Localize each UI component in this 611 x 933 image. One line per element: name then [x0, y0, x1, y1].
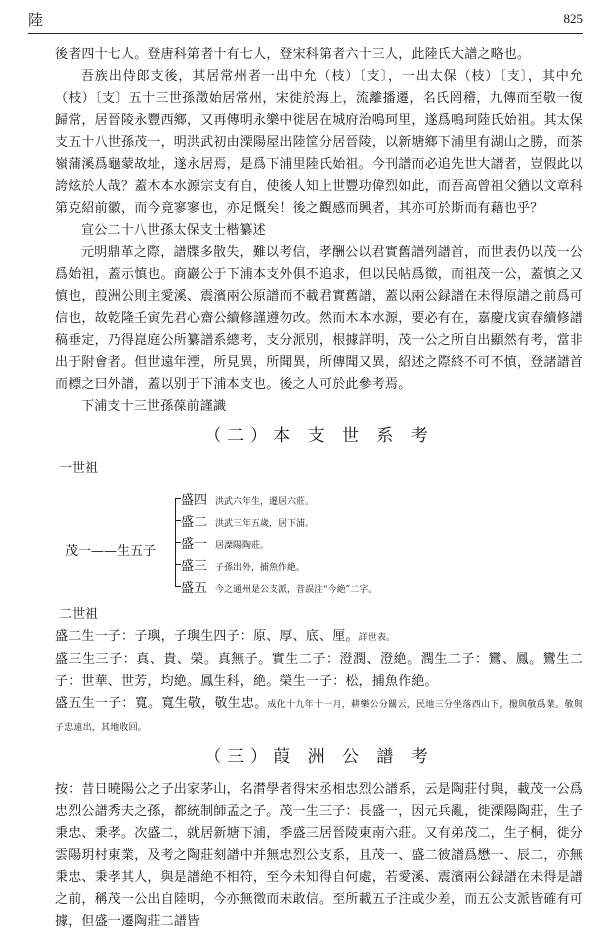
lineage-tree: [55, 480, 583, 604]
paragraph-lineage: 吾族出侍郎支後，其居常州者一出中允（枝）〔支〕，一出太保（枝）〔支〕，其中允（枝）〔支〕五十三世孫澂始居常州，宋徙於海上，流離播遷，名氏罔稽，九傳而至敬一復歸常，居晉陵永豐西鄉，又再傳明永樂中徙居在城府治鳴珂里，遂爲鳴珂陸氏始祖。其太保支五十八世孫茂一，明洪武初由溧陽屋出陸筐分居晉陵，以新塘鄉下浦里有湖山之勝，而茶嶺蒲溪爲龜蒙故址，遂永居焉，是爲下浦里陸氏始祖。今刊譜而必追先世大譜者，豈假此以誇炫於人哉？蓋木本水源宗支有自，使後人知上世豐功偉烈如此，而吾高曾祖父猶以文章科第克紹前徽，而今竟寥寥也，亦足慨矣！後之觀感而興者，其亦可於斯而有藉也乎？: [55, 69, 584, 216]
gen2-line-sheng-san: 盛三生三子：真、貴、榮。真無子。實生二子：澄潤、澄絶。潤生二子：鸞、鳳。鸞生二子：世華、世芳，均絶。鳳生科，絶。榮生一子：松，捕魚作絶。: [55, 652, 583, 689]
tree-son: [181, 490, 377, 512]
paragraph-intro-end: 後者四十七人。登唐科第者十有七人，登宋科第者六十三人，此陸氏大譜之略也。: [55, 47, 531, 62]
page-number: 825: [563, 11, 583, 26]
signature-baoqian: 下浦支十三世孫葆前謹識: [81, 399, 227, 414]
gen1-label: 一世祖: [59, 461, 99, 476]
tree-son: [181, 578, 377, 600]
header-rule: [28, 33, 583, 34]
gen2-line3-note: 成化十九年十一月，耕樂公分關云，民地三分坐落西山下，撥與敬爲業。敬與子忠遠出，其地收回。: [55, 700, 584, 733]
page-header: [28, 0, 583, 34]
gen2-label: 二世祖: [59, 607, 99, 622]
son-note: 居溧陽陶莊。: [215, 541, 270, 551]
tree-branches: [181, 490, 377, 600]
gen2-line-sheng-wu: [55, 693, 583, 739]
paragraph-preface: 元明鼎革之際，譜牒多散失，難以考信，孝酬公以君實舊譜列譜首，而世表仍以茂一公爲始祖，蓋示慎也。商巖公于下浦本支外俱不追求，但以民帖爲徵，而祖茂一公，蓋慎之又慎也，葭洲公則主愛溪、震濱兩公原譜而不載君實舊譜，蓋以兩公録譜在未得原譜之前爲可信也，故乾隆壬寅先君心齋公續修謹遵勿改。然而木本水源，要必有在，嘉慶戊寅春續修譜稿垂定，乃得崑庭公所纂譜系總考，支分派別，根據詳明，茂一公之所自出顯然有考，當非出于附會者。但世遠年湮，所見異，所聞異，所傳聞又異，紹述之際終不可不慎，登諸譜首而標之曰外譜，蓋以别于下浦本支也。後之人可於此參考焉。: [55, 245, 584, 392]
son-note: 洪武三年五歲，居下浦。: [215, 519, 315, 529]
son-note: 今之通州是公支派，昔誤注“今絶”二字。: [215, 585, 378, 595]
section-title-jiazhou: （三）葭 洲 公 譜 考: [204, 747, 434, 767]
son-name: 盛二: [181, 515, 208, 530]
header-surname: 陸: [28, 11, 44, 29]
son-name: 盛四: [181, 493, 208, 508]
section-title-lineage: （二）本 支 世 系 考: [204, 426, 434, 446]
paragraph-jiazhou: 按：昔日曉陽公之子出家茅山，名潸學者得宋丞相忠烈公譜系，云是陶莊付與，載茂一公爲忠烈公譜秀夫之孫，都統制師孟之子。茂一生三子：長盛一，因元兵亂，徙溧陽陶莊，生子秉忠、秉孝。次盛二，就居新塘下浦，季盛三居晉陵東南六莊。又有弟茂二，生子桐，徙分雲陽玥村東業，及考之陶莊刻譜中并無忠烈公支系，且茂一、盛二彼譜爲懋一、辰二，亦無秉忠、秉孝其人，與是譜絶不相符，至今未知得自何處，若愛溪、震濱兩公録譜在未得是譜之前，稱茂一公出自陸明，今亦無徵而未敢信。至所載五子注或少差，而五公支派皆確有可據，但盛一遷陶莊二譜皆: [55, 782, 584, 929]
tree-son: [181, 512, 377, 534]
page-content: [55, 44, 583, 933]
tree-son: [181, 556, 377, 578]
gen2-line-sheng-er: [55, 626, 583, 649]
tree-son: [181, 534, 377, 556]
gen2-line1-note: 詳世表。: [358, 633, 396, 643]
gen2-line3-text: 盛五生一子：寬。寬生敬，敬生忠。: [55, 696, 268, 711]
son-note: 子孫出外，捕魚作絶。: [215, 563, 306, 573]
gen2-line1-text: 盛二生一子：子璵，子璵生四子：原、厚、底、厘。: [55, 629, 359, 644]
tree-root: 茂一——生五子: [65, 544, 157, 559]
signature-shikai: 宣公二十八世孫太保支士楷纂述: [81, 223, 266, 238]
son-name: 盛三: [181, 559, 208, 574]
son-note: 洪武六年生，遷居六莊。: [215, 497, 315, 507]
son-name: 盛五: [181, 581, 208, 596]
son-name: 盛一: [181, 537, 208, 552]
